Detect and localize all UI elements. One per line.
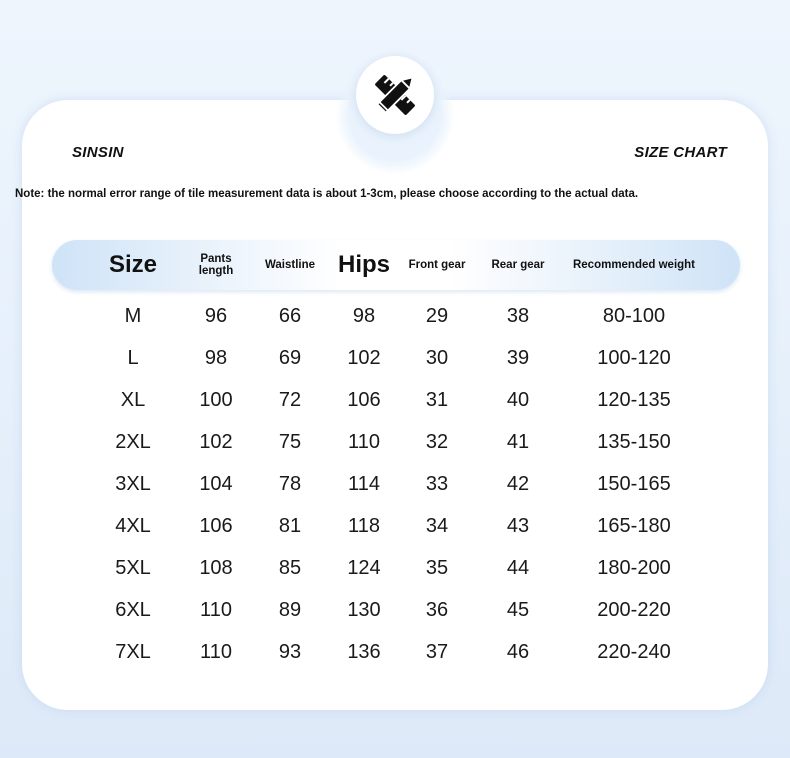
cell-front-gear: 30: [425, 347, 449, 369]
cell-waistline: 72: [278, 389, 302, 411]
cell-hips: 124: [347, 557, 381, 579]
cell-rear-gear: 40: [506, 389, 530, 411]
cell-recommended-weight: 150-165: [597, 473, 671, 495]
cell-front-gear: 32: [425, 431, 449, 453]
badge: [356, 56, 434, 134]
cell-rear-gear: 45: [506, 599, 530, 621]
column-header-recommended-weight: Recommended weight: [572, 258, 696, 271]
cell-waistline: 85: [278, 557, 302, 579]
cell-hips: 110: [348, 431, 380, 453]
column-header-pants-length: Pants length: [198, 252, 234, 277]
cell-pants-length: 106: [199, 515, 233, 537]
cell-hips: 136: [347, 641, 381, 663]
cell-waistline: 89: [278, 599, 302, 621]
cell-size: XL: [120, 389, 146, 411]
column-header-size: Size: [108, 251, 158, 279]
column-header-hips: Hips: [337, 251, 391, 279]
cell-size: L: [127, 347, 139, 369]
cell-pants-length: 96: [204, 305, 228, 327]
cell-waistline: 93: [278, 641, 302, 663]
cell-hips: 98: [352, 305, 376, 327]
column-header-front-gear: Front gear: [408, 258, 466, 271]
cell-size: 6XL: [115, 599, 151, 621]
cell-hips: 102: [347, 347, 381, 369]
cell-recommended-weight: 100-120: [597, 347, 671, 369]
cell-pants-length: 98: [204, 347, 228, 369]
column-header-waistline: Waistline: [264, 258, 316, 271]
measurement-note: Note: the normal error range of tile measurement data is about 1-3cm, please choose according to the actual data.: [15, 188, 639, 200]
cell-hips: 106: [347, 389, 381, 411]
cell-pants-length: 110: [200, 641, 232, 663]
cell-recommended-weight: 180-200: [597, 557, 671, 579]
cell-size: 3XL: [115, 473, 151, 495]
cell-rear-gear: 42: [506, 473, 530, 495]
cell-waistline: 66: [278, 305, 302, 327]
cell-hips: 130: [347, 599, 381, 621]
cell-rear-gear: 38: [506, 305, 530, 327]
cell-pants-length: 104: [199, 473, 233, 495]
cell-rear-gear: 44: [506, 557, 530, 579]
cell-size: 7XL: [115, 641, 151, 663]
cell-hips: 118: [348, 515, 380, 537]
cell-rear-gear: 43: [506, 515, 530, 537]
cell-size: M: [124, 305, 142, 327]
column-header-rear-gear: Rear gear: [491, 258, 545, 271]
cell-pants-length: 110: [200, 599, 232, 621]
cell-recommended-weight: 220-240: [597, 641, 671, 663]
cell-rear-gear: 41: [506, 431, 530, 453]
cell-hips: 114: [348, 473, 380, 495]
cell-front-gear: 34: [425, 515, 449, 537]
cell-waistline: 69: [278, 347, 302, 369]
brand-name: SINSIN: [72, 144, 124, 161]
cell-pants-length: 102: [199, 431, 233, 453]
cell-front-gear: 33: [425, 473, 449, 495]
cell-front-gear: 35: [425, 557, 449, 579]
cell-front-gear: 36: [425, 599, 449, 621]
cell-recommended-weight: 120-135: [597, 389, 671, 411]
cell-size: 2XL: [115, 431, 151, 453]
cell-front-gear: 37: [425, 641, 449, 663]
cell-recommended-weight: 200-220: [597, 599, 671, 621]
cell-waistline: 75: [278, 431, 302, 453]
cell-rear-gear: 39: [506, 347, 530, 369]
cell-waistline: 78: [278, 473, 302, 495]
cell-pants-length: 108: [199, 557, 233, 579]
cell-front-gear: 31: [425, 389, 449, 411]
cell-front-gear: 29: [425, 305, 449, 327]
cell-size: 4XL: [115, 515, 151, 537]
cell-recommended-weight: 135-150: [597, 431, 671, 453]
cell-pants-length: 100: [199, 389, 233, 411]
cell-recommended-weight: 80-100: [602, 305, 666, 327]
cell-size: 5XL: [115, 557, 151, 579]
page-title: SIZE CHART: [634, 144, 727, 161]
cell-recommended-weight: 165-180: [597, 515, 671, 537]
cell-rear-gear: 46: [506, 641, 530, 663]
ruler-pencil-icon: [367, 67, 423, 123]
cell-waistline: 81: [278, 515, 302, 537]
